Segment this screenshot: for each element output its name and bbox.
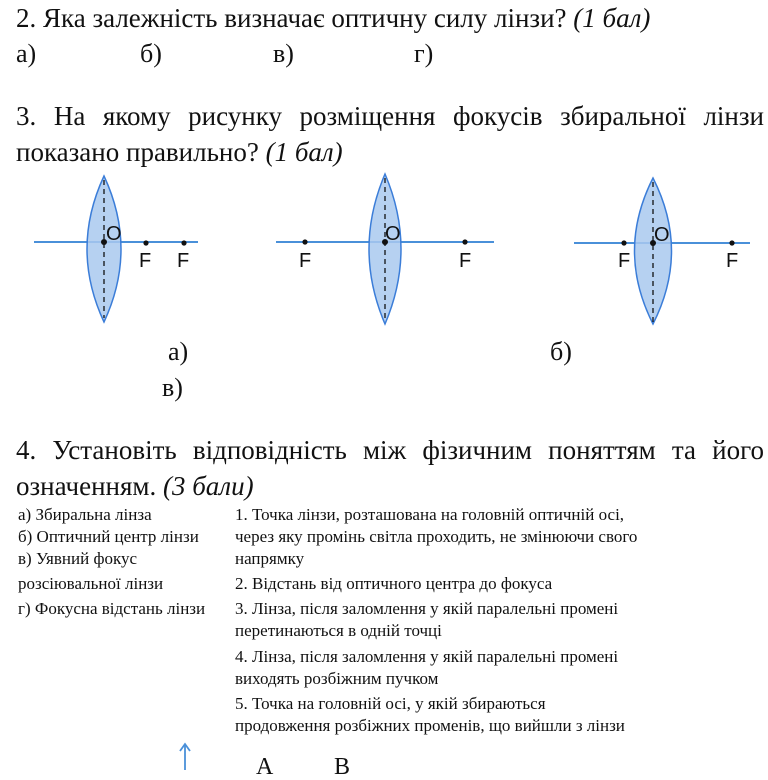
optical-center-label: O bbox=[106, 223, 122, 245]
question-3-text: показано правильно? bbox=[16, 137, 259, 167]
concept-a: а) Збиральна лінза bbox=[18, 505, 152, 524]
definition-5-line-2: продовження розбіжних променів, що вийшли з лінзи bbox=[235, 716, 625, 735]
question-2-title bbox=[16, 0, 650, 36]
focus-point-2 bbox=[729, 240, 734, 245]
concept-b: б) Оптичний центр лінзи bbox=[18, 527, 199, 546]
definition-5-line-1: 5. Точка на головній осі, у якій збираються bbox=[235, 694, 546, 713]
concept-v-continued: розсіювальної лінзи bbox=[18, 574, 164, 593]
focus-label-2: F bbox=[177, 250, 190, 272]
q2-option-v[interactable]: в) bbox=[273, 39, 294, 68]
focus-label-2: F bbox=[459, 250, 472, 272]
focus-point-1 bbox=[302, 239, 307, 244]
focus-point-1 bbox=[143, 240, 148, 245]
definition-4-line-1: 4. Лінза, після заломлення у якій паралельні промені bbox=[235, 647, 619, 666]
definition-4-line-2: виходять розбіжним пучком bbox=[235, 669, 439, 688]
question-3-points: (1 бал) bbox=[265, 137, 343, 167]
focus-label-2: F bbox=[726, 250, 739, 272]
optical-center-label: O bbox=[654, 224, 670, 246]
focus-label-1: F bbox=[139, 250, 152, 272]
definition-1-line-1: 1. Точка лінзи, розташована на головній оптичній осі, bbox=[235, 505, 625, 524]
figure-caption-v[interactable]: в) bbox=[162, 373, 183, 402]
definition-3-line-1: 3. Лінза, після заломлення у якій паралельні промені bbox=[235, 599, 619, 618]
focus-label-1: F bbox=[299, 250, 312, 272]
question-3-line-2 bbox=[16, 134, 343, 170]
q2-option-b[interactable]: б) bbox=[140, 39, 162, 68]
question-2-points: (1 бал) bbox=[573, 3, 651, 33]
focus-point-2 bbox=[462, 239, 467, 244]
question-4-points: (3 бали) bbox=[162, 471, 254, 501]
question-4-line-1: 4. Установіть відповідність між фізичним поняттям та його bbox=[16, 435, 764, 465]
question-3-line-1: 3. На якому рисунку розміщення фокусів збиральної лінзи bbox=[16, 101, 764, 131]
figure-caption-a[interactable]: а) bbox=[168, 337, 189, 366]
optical-center-label: O bbox=[385, 223, 401, 245]
bottom-cut-text-1: А bbox=[256, 754, 274, 780]
up-arrow-icon bbox=[178, 742, 192, 770]
focus-point-2 bbox=[181, 240, 186, 245]
bottom-cut-text-2: В bbox=[334, 754, 351, 780]
focus-label-1: F bbox=[618, 250, 631, 272]
concept-v: в) Уявний фокус bbox=[18, 549, 138, 568]
q2-option-g[interactable]: г) bbox=[414, 39, 434, 68]
question-4-line-2 bbox=[16, 468, 254, 504]
concept-g: г) Фокусна відстань лінзи bbox=[18, 599, 206, 618]
definition-2: 2. Відстань від оптичного центра до фокуса bbox=[235, 574, 553, 593]
lens-figure-a[interactable] bbox=[30, 172, 230, 332]
focus-point-1 bbox=[621, 240, 626, 245]
lens-figure-b[interactable] bbox=[270, 172, 500, 332]
definition-1-line-2: через яку промінь світла проходить, не змінюючи свого bbox=[235, 527, 638, 546]
question-4-text: означенням. bbox=[16, 471, 157, 501]
question-2-text: 2. Яка залежність визначає оптичну силу лінзи? bbox=[16, 3, 567, 33]
lens-figure-c[interactable] bbox=[570, 172, 768, 332]
figure-caption-b[interactable]: б) bbox=[550, 337, 572, 366]
definition-3-line-2: перетинаються в одній точці bbox=[235, 621, 442, 640]
q2-option-a[interactable]: а) bbox=[16, 39, 37, 68]
definition-1-line-3: напрямку bbox=[235, 549, 305, 568]
